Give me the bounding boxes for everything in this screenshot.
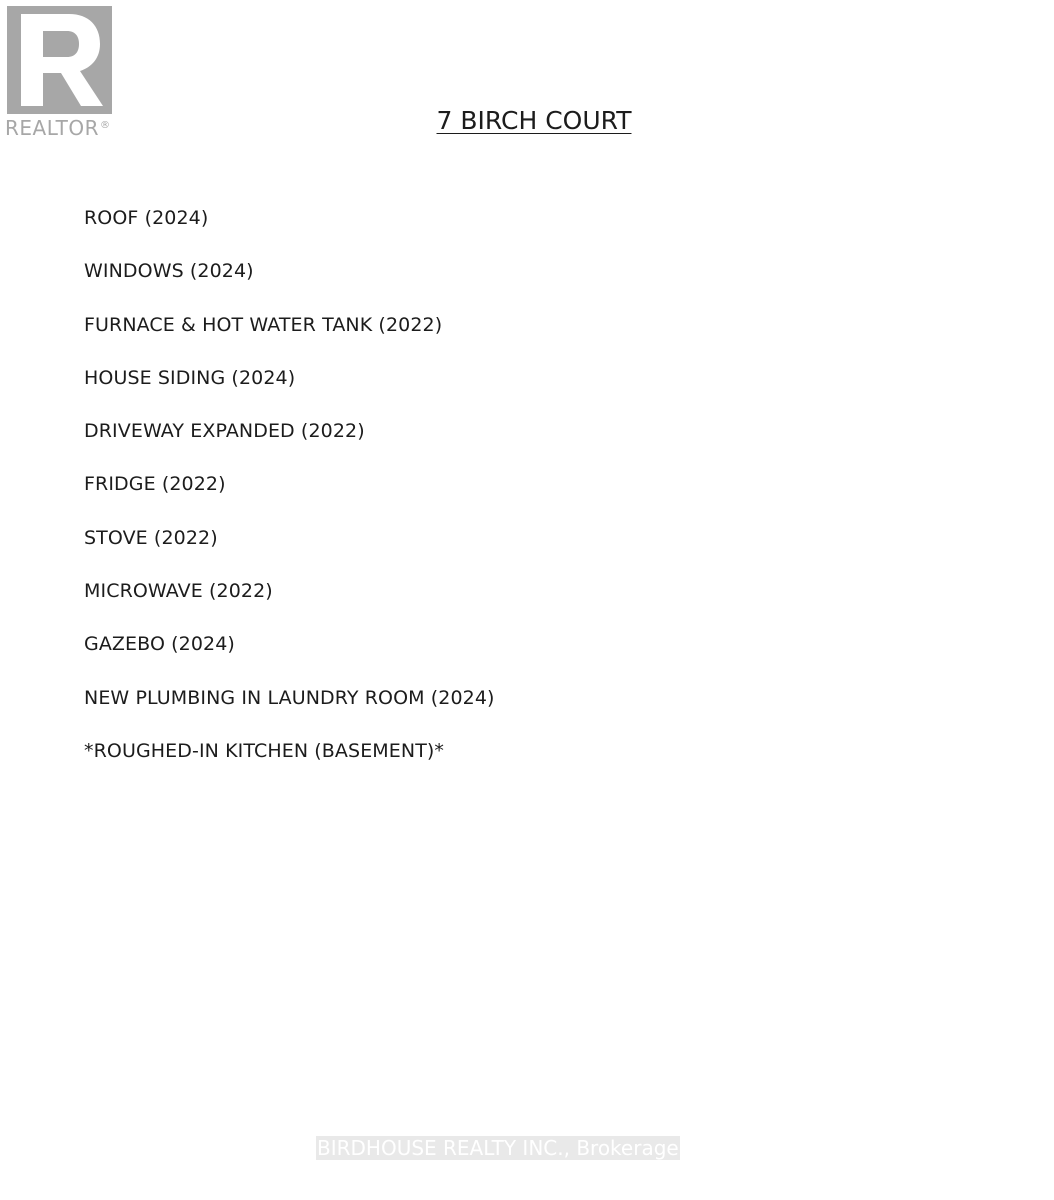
list-item: FRIDGE (2022) [84,473,226,496]
brokerage-watermark: BIRDHOUSE REALTY INC., Brokerage [317,1136,679,1160]
list-item: STOVE (2022) [84,526,218,549]
list-item: *ROUGHED-IN KITCHEN (BASEMENT)* [84,739,445,762]
feature-list [84,204,495,790]
list-item: GAZEBO (2024) [84,633,235,656]
list-item: DRIVEWAY EXPANDED (2022) [84,420,365,443]
realtor-wordmark-text: REALTOR [5,116,99,140]
realtor-r-mark-icon [7,6,112,114]
list-item: NEW PLUMBING IN LAUNDRY ROOM (2024) [84,686,495,709]
list-item: FURNACE & HOT WATER TANK (2022) [84,313,443,336]
registered-mark: ® [99,120,111,131]
list-item: MICROWAVE (2022) [84,580,273,603]
page-title: 7 BIRCH COURT [436,106,632,135]
list-item: WINDOWS (2024) [84,260,254,283]
list-item: ROOF (2024) [84,207,209,229]
list-item: HOUSE SIDING (2024) [84,366,296,389]
